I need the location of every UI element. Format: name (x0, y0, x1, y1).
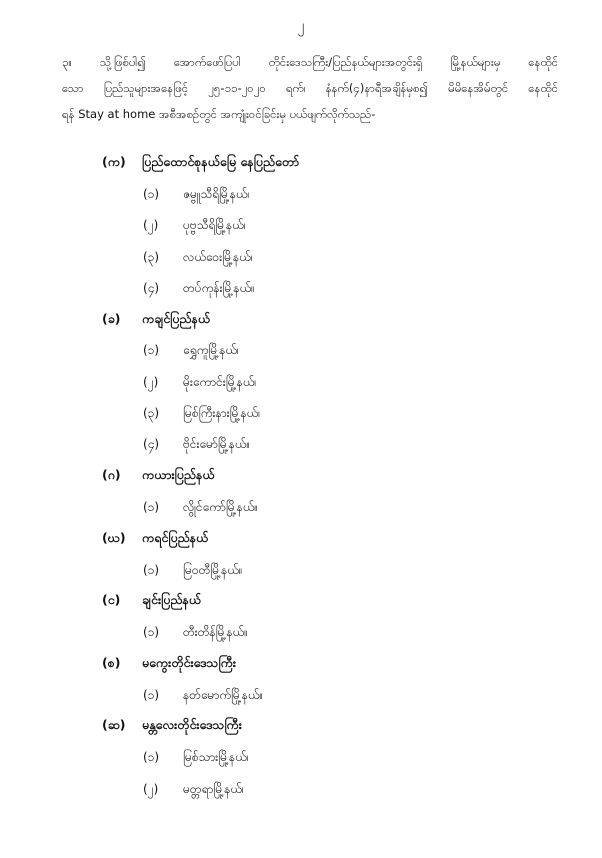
item-number: (၁) (143, 562, 160, 577)
item-number: (၂) (143, 781, 159, 796)
township-name: နတ်မောက်မြို့နယ်။ (183, 687, 264, 702)
section-name: မကွေးတိုင်းဒေသကြီး (142, 654, 237, 670)
section-heading (102, 148, 562, 179)
section-heading (102, 524, 562, 555)
township-item (102, 273, 562, 304)
section-letter: (ဂ) (102, 467, 121, 483)
section-letter: (ခ) (102, 310, 121, 326)
item-number: (၂) (143, 218, 159, 233)
township-name: မြစ်သားမြို့နယ်၊ (183, 750, 249, 765)
section-heading (102, 461, 562, 492)
section-name: ကယားပြည်နယ် (142, 467, 215, 483)
intro-line: ရန် Stay at home အစီအစဉ်တွင် အကျုံးဝင်ခြင်းမှ ပယ်ဖျက်လိုက်သည်- (62, 107, 376, 121)
township-item (102, 492, 562, 523)
township-item (102, 555, 562, 586)
township-name: မြဝတီမြို့နယ်။ (183, 562, 243, 577)
item-number: (၁) (143, 625, 160, 640)
section-letter: (က) (102, 154, 126, 170)
section-name: ချင်းပြည်နယ် (142, 592, 202, 608)
intro-paragraph (62, 52, 558, 130)
township-item (102, 743, 562, 774)
item-number: (၃) (143, 406, 160, 421)
township-name: မိုးကောင်းမြို့နယ်၊ (183, 374, 257, 389)
township-item (102, 430, 562, 461)
township-name: မတ္တရာမြို့နယ်၊ (183, 781, 244, 796)
section-heading (102, 586, 562, 617)
township-item (102, 242, 562, 273)
section-name: ကချင်ပြည်နယ် (142, 310, 211, 326)
item-number: (၁) (143, 186, 160, 201)
township-name: ရွှေကူမြို့နယ်၊ (183, 343, 239, 358)
section-letter: (ဆ) (102, 717, 126, 733)
township-name: ဗိုင်းမော်မြို့နယ်။ (183, 437, 251, 452)
item-number: (၁) (143, 343, 160, 358)
item-number: (၁) (143, 499, 160, 514)
township-name: ပုဗ္ဗသီရိမြို့နယ်၊ (183, 218, 246, 233)
item-number: (၂) (143, 374, 159, 389)
section-letter: (င) (102, 592, 121, 608)
section-letter: (စ) (102, 654, 121, 670)
section-heading (102, 304, 562, 335)
section-heading (102, 649, 562, 680)
township-name: လွိုင်ကော်မြို့နယ်။ (183, 499, 259, 514)
township-name: ဇမ္ဗူသီရိမြို့နယ်၊ (183, 186, 250, 201)
township-item (102, 211, 562, 242)
township-item (102, 617, 562, 648)
intro-line: ၃။ သို့ဖြစ်ပါ၍ အောက်ဖော်ပြပါ တိုင်းဒေသကြီး/ပြည်နယ်များအတွင်းရှိ မြို့နယ်များမှ နေထိုင် (62, 55, 558, 69)
township-item (102, 336, 562, 367)
page-number: ၂ (297, 18, 305, 34)
item-number: (၃) (143, 249, 160, 264)
township-item (102, 398, 562, 429)
township-item (102, 680, 562, 711)
item-number: (၄) (143, 437, 160, 452)
section-name: မန္တလေးတိုင်းဒေသကြီး (142, 717, 242, 733)
section-name: ကရင်ပြည်နယ် (142, 529, 209, 545)
section-letter: (ဃ) (102, 529, 126, 545)
township-item (102, 774, 562, 805)
township-name: မြစ်ကြီးနားမြို့နယ်၊ (183, 406, 261, 421)
township-item (102, 367, 562, 398)
township-item (102, 179, 562, 210)
intro-line: သော ပြည်သူများအနေဖြင့် ၂၅-၁၁-၂၀၂၀ ရက်၊ နံနက်(၄)နာရီအချိန်မှစ၍ မိမိနေအိမ်တွင် နေထိုင် (62, 81, 558, 95)
item-number: (၄) (143, 280, 160, 295)
township-name: တပ်ကုန်းမြို့နယ်။ (183, 280, 255, 295)
section-heading (102, 711, 562, 742)
item-number: (၁) (143, 687, 160, 702)
section-name: ပြည်ထောင်စုနယ်မြေ နေပြည်တော် (142, 154, 300, 170)
township-name: တီးတိန်မြို့နယ်။ (183, 625, 248, 640)
item-number: (၁) (143, 750, 160, 765)
township-name: လယ်ဝေးမြို့နယ်၊ (183, 249, 253, 264)
region-list (102, 148, 562, 805)
